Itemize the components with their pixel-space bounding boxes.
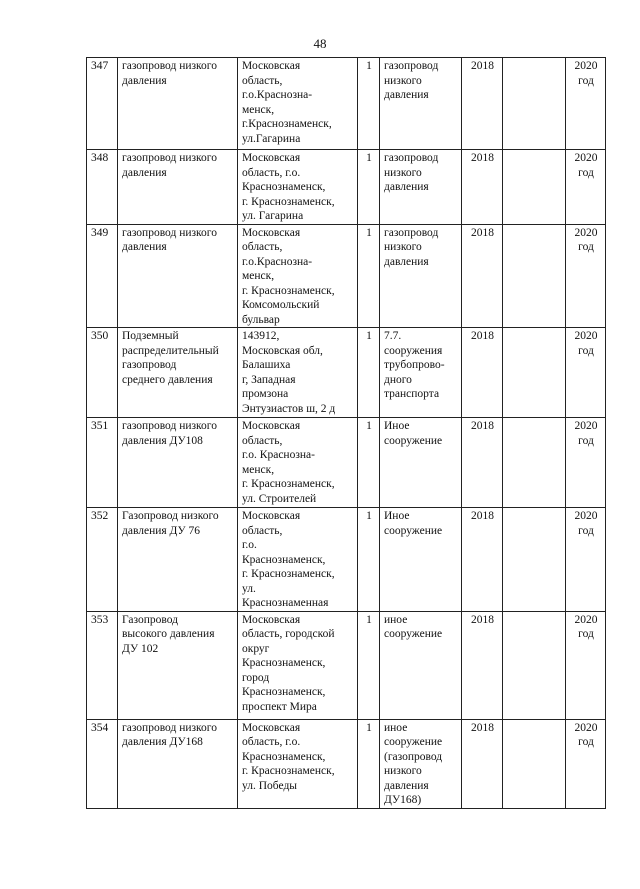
object-address: Московская область, г.о. Краснозна- менск, г. Краснознаменск, ул. Строителей	[238, 418, 358, 508]
object-year: 2018	[462, 611, 503, 719]
object-type: газопровод низкого давления	[380, 58, 462, 150]
object-term: 2020 год	[566, 58, 606, 150]
object-term: 2020 год	[566, 150, 606, 225]
table-row	[87, 418, 606, 508]
page-number: 48	[313, 36, 327, 51]
table-row	[87, 224, 606, 328]
object-term: 2020 год	[566, 224, 606, 328]
object-address: Московская область, г.о.Краснозна- менск, г.Краснознаменск, ул.Гагарина	[238, 58, 358, 150]
object-term: 2020 год	[566, 328, 606, 418]
object-quantity: 1	[358, 418, 380, 508]
object-type: газопровод низкого давления	[380, 224, 462, 328]
object-quantity: 1	[358, 328, 380, 418]
row-number: 347	[87, 58, 118, 150]
object-term: 2020 год	[566, 508, 606, 612]
object-quantity: 1	[358, 508, 380, 612]
object-year: 2018	[462, 328, 503, 418]
object-name: газопровод низкого давления	[118, 58, 238, 150]
object-year: 2018	[462, 418, 503, 508]
row-number: 352	[87, 508, 118, 612]
object-year: 2018	[462, 58, 503, 150]
object-type: Иное сооружение	[380, 418, 462, 508]
row-number: 351	[87, 418, 118, 508]
registry-table	[86, 57, 606, 809]
object-name: газопровод низкого давления	[118, 224, 238, 328]
row-number: 348	[87, 150, 118, 225]
empty-cell	[503, 328, 566, 418]
table-row	[87, 508, 606, 612]
object-address: Московская область, г.о.Краснозна- менск, г. Краснознаменск, Комсомольский бульвар	[238, 224, 358, 328]
object-type: Иное сооружение	[380, 508, 462, 612]
empty-cell	[503, 150, 566, 225]
table-row	[87, 58, 606, 150]
object-type: иное сооружение	[380, 611, 462, 719]
empty-cell	[503, 418, 566, 508]
object-name: Подземный распределительный газопровод среднего давления	[118, 328, 238, 418]
object-address: Московская область, городской округ Краснознаменск, город Краснознаменск, проспект Мира	[238, 611, 358, 719]
object-type: газопровод низкого давления	[380, 150, 462, 225]
row-number: 349	[87, 224, 118, 328]
object-address: Московская область, г.о. Краснознаменск, г. Краснознаменск, ул. Краснознаменная	[238, 508, 358, 612]
object-term: 2020 год	[566, 719, 606, 808]
object-quantity: 1	[358, 58, 380, 150]
object-name: Газопровод высокого давления ДУ 102	[118, 611, 238, 719]
object-quantity: 1	[358, 611, 380, 719]
object-name: Газопровод низкого давления ДУ 76	[118, 508, 238, 612]
empty-cell	[503, 508, 566, 612]
object-name: газопровод низкого давления	[118, 150, 238, 225]
row-number: 354	[87, 719, 118, 808]
object-quantity: 1	[358, 224, 380, 328]
object-type: 7.7. сооружения трубопрово- дного транспорта	[380, 328, 462, 418]
table-row	[87, 150, 606, 225]
object-name: газопровод низкого давления ДУ168	[118, 719, 238, 808]
object-year: 2018	[462, 150, 503, 225]
table-row	[87, 611, 606, 719]
object-name: газопровод низкого давления ДУ108	[118, 418, 238, 508]
table-body	[87, 58, 606, 809]
object-address: Московская область, г.о. Краснознаменск, г. Краснознаменск, ул. Гагарина	[238, 150, 358, 225]
object-term: 2020 год	[566, 611, 606, 719]
object-type: иное сооружение (газопровод низкого давления ДУ168)	[380, 719, 462, 808]
row-number: 350	[87, 328, 118, 418]
empty-cell	[503, 611, 566, 719]
object-address: Московская область, г.о. Краснознаменск, г. Краснознаменск, ул. Победы	[238, 719, 358, 808]
object-term: 2020 год	[566, 418, 606, 508]
object-year: 2018	[462, 508, 503, 612]
object-quantity: 1	[358, 150, 380, 225]
empty-cell	[503, 719, 566, 808]
row-number: 353	[87, 611, 118, 719]
object-quantity: 1	[358, 719, 380, 808]
object-year: 2018	[462, 719, 503, 808]
object-address: 143912, Московская обл, Балашиха г, Западная промзона Энтузиастов ш, 2 д	[238, 328, 358, 418]
table-row	[87, 328, 606, 418]
empty-cell	[503, 58, 566, 150]
object-year: 2018	[462, 224, 503, 328]
empty-cell	[503, 224, 566, 328]
table-row	[87, 719, 606, 808]
